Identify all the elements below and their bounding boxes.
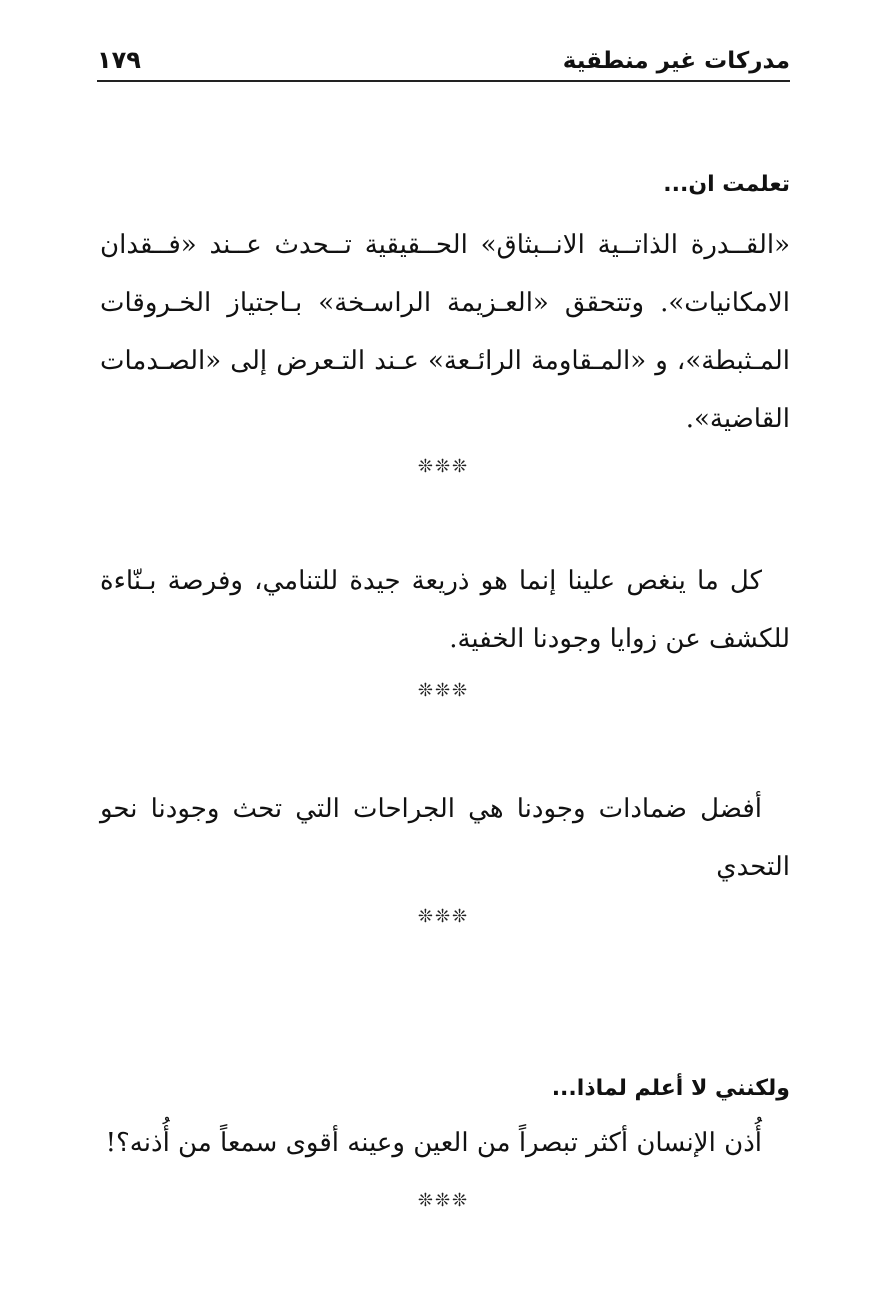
separator-1: ❊❊❊ <box>417 456 470 477</box>
separator-3: ❊❊❊ <box>417 906 470 927</box>
separator-4: ❊❊❊ <box>417 1190 470 1211</box>
paragraph-2-container <box>100 552 790 668</box>
paragraph-4: أُذن الإنسان أكثر تبصراً من العين وعينه أقوى سمعاً من أُذنه؟! <box>105 1128 762 1158</box>
section-heading-1 <box>100 172 790 197</box>
page-header <box>97 40 790 82</box>
paragraph-4-container <box>100 1114 790 1172</box>
separator-2: ❊❊❊ <box>417 680 470 701</box>
paragraph-1: «القــدرة الذاتــية الانــبثاق» الحــقيقية تــحدث عــند «فــقدان الامكانيات». وتتحقق «العـزيمة الراسـخة» بـاجتياز الخـروقات المـثبطة»، و «المـقاومة الرائـعة» عـند التـعرض إلى «الصـدمات القاضية». <box>100 230 790 434</box>
page-number: ١٧٩ <box>97 46 141 74</box>
running-title: مدركات غير منطقية <box>562 48 790 74</box>
paragraph-3: أفضل ضمادات وجودنا هي الجراحات التي تحث وجودنا نحو التحدي <box>100 794 790 882</box>
paragraph-2: كل ما ينغص علينا إنما هو ذريعة جيدة للتنامي، وفرصة بـنّاءة للكشف عن زوايا وجودنا الخفية. <box>100 566 790 654</box>
paragraph-3-container <box>100 780 790 896</box>
heading-but-i-dont-know-why: ولكنني لا أعلم لماذا... <box>551 1076 790 1101</box>
paragraph-1-container <box>100 216 790 448</box>
section-heading-2 <box>100 1076 790 1101</box>
heading-learned-that: تعلمت ان... <box>663 172 790 197</box>
